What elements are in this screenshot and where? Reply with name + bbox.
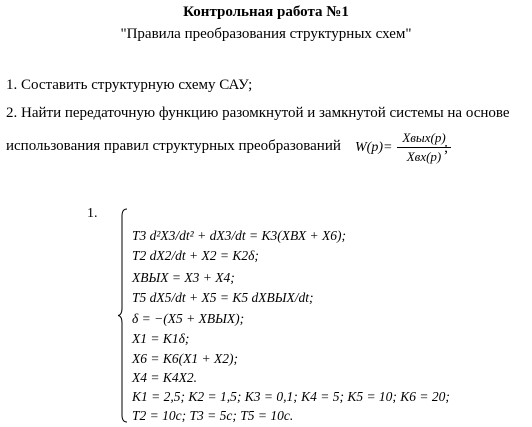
equation-8: X4 = K4X2. bbox=[132, 370, 197, 385]
document-title: Контрольная работа №1 bbox=[183, 4, 349, 20]
equation-7: X6 = K6(X1 + X2); bbox=[132, 351, 238, 366]
system-brace-icon bbox=[118, 208, 128, 423]
variant-number: 1. bbox=[87, 206, 98, 221]
coefficients-t: T2 = 10c; T3 = 5c; T5 = 10c. bbox=[132, 408, 294, 423]
equation-1: T3 d²X3/dt² + dX3/dt = K3(XВХ + X6); bbox=[132, 228, 346, 243]
formula-fraction bbox=[397, 130, 451, 165]
equation-2: T2 dX2/dt + X2 = K2δ; bbox=[132, 248, 259, 263]
task-1: 1. Составить структурную схему САУ; bbox=[6, 77, 253, 93]
equation-6: X1 = K1δ; bbox=[132, 331, 190, 346]
coefficients-k: K1 = 2,5; K2 = 1,5; K3 = 0,1; K4 = 5; K5 = 10; K6 = 20; bbox=[132, 389, 450, 404]
formula-semicolon: ; bbox=[444, 140, 449, 156]
formula-lhs: W(p)= bbox=[355, 140, 393, 155]
equation-5: δ = −(X5 + XВЫХ); bbox=[132, 311, 245, 326]
task-2-line-1: 2. Найти передаточную функцию разомкнутой и замкнутой системы на основе bbox=[6, 105, 510, 121]
formula-denominator: Xвх(p) bbox=[406, 149, 442, 164]
equation-4: T5 dX5/dt + X5 = K5 dXВЫХ/dt; bbox=[132, 290, 314, 305]
formula-numerator: Xвых(p) bbox=[397, 130, 451, 148]
equation-3: XВЫХ = X3 + X4; bbox=[132, 270, 235, 285]
task-2-line-2: использования правил структурных преобразований bbox=[6, 138, 341, 154]
document-subtitle: "Правила преобразования структурных схем" bbox=[120, 26, 412, 42]
